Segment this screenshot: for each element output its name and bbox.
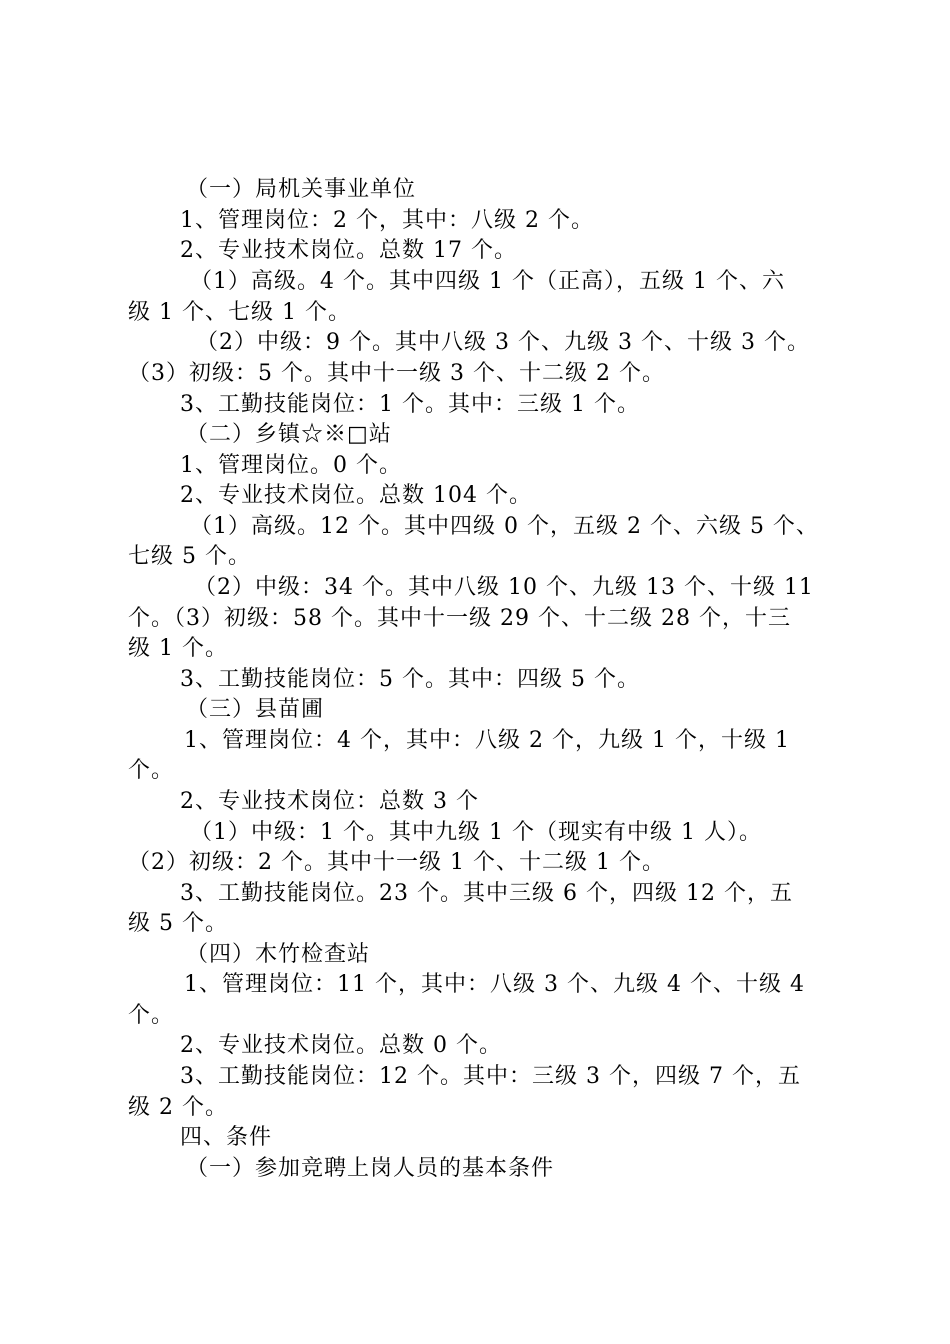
paragraph-line: 个。 bbox=[128, 1003, 175, 1028]
paragraph-line: 级 2 个。 bbox=[128, 1095, 228, 1120]
paragraph-line: 级 1 个。 bbox=[128, 636, 228, 661]
paragraph-line: 3、工勤技能岗位：1 个。其中：三级 1 个。 bbox=[180, 392, 640, 417]
paragraph-line: 1、管理岗位：11 个，其中：八级 3 个、九级 4 个、十级 4 bbox=[184, 972, 805, 997]
paragraph-line: （2）中级：34 个。其中八级 10 个、九级 13 个、十级 11 bbox=[194, 575, 814, 600]
paragraph-line: 2、专业技术岗位。总数 104 个。 bbox=[180, 483, 532, 508]
paragraph-line: 级 1 个、七级 1 个。 bbox=[128, 300, 351, 325]
section-heading-township: （二）乡镇☆※□站 bbox=[186, 422, 392, 447]
section-heading-inspection-station: （四）木竹检查站 bbox=[186, 942, 371, 967]
paragraph-line: 3、工勤技能岗位：12 个。其中：三级 3 个，四级 7 个，五 bbox=[180, 1064, 801, 1089]
paragraph-line: 1、管理岗位。0 个。 bbox=[180, 453, 402, 478]
paragraph-line: 七级 5 个。 bbox=[128, 544, 251, 569]
paragraph-line: （1）中级：1 个。其中九级 1 个（现实有中级 1 人）。 bbox=[190, 820, 762, 845]
paragraph-line: 2、专业技术岗位。总数 0 个。 bbox=[180, 1033, 502, 1058]
paragraph-line: 3、工勤技能岗位。23 个。其中三级 6 个，四级 12 个，五 bbox=[180, 881, 793, 906]
paragraph-line: （2）初级：2 个。其中十一级 1 个、十二级 1 个。 bbox=[128, 850, 665, 875]
subsection-heading-basic-conditions: （一）参加竞聘上岗人员的基本条件 bbox=[186, 1156, 555, 1181]
paragraph-line: （3）初级：5 个。其中十一级 3 个、十二级 2 个。 bbox=[128, 361, 665, 386]
paragraph-line: 个。 bbox=[128, 758, 175, 783]
paragraph-line: （2）中级：9 个。其中八级 3 个、九级 3 个、十级 3 个。 bbox=[196, 330, 810, 355]
paragraph-line: 2、专业技术岗位：总数 3 个 bbox=[180, 789, 479, 814]
paragraph-line: （1）高级。12 个。其中四级 0 个，五级 2 个、六级 5 个、 bbox=[190, 514, 819, 539]
paragraph-line: 级 5 个。 bbox=[128, 911, 228, 936]
paragraph-line: 1、管理岗位：4 个，其中：八级 2 个，九级 1 个，十级 1 bbox=[184, 728, 790, 753]
section-heading-conditions: 四、条件 bbox=[180, 1125, 273, 1150]
paragraph-line: 2、专业技术岗位。总数 17 个。 bbox=[180, 238, 517, 263]
section-heading-bureau: （一）局机关事业单位 bbox=[186, 177, 417, 202]
paragraph-line: （1）高级。4 个。其中四级 1 个（正高），五级 1 个、六 bbox=[190, 269, 785, 294]
paragraph-line: 3、工勤技能岗位：5 个。其中：四级 5 个。 bbox=[180, 667, 640, 692]
section-heading-nursery: （三）县苗圃 bbox=[186, 697, 325, 722]
paragraph-line: 个。（3）初级：58 个。其中十一级 29 个、十二级 28 个，十三 bbox=[128, 606, 791, 631]
paragraph-line: 1、管理岗位：2 个，其中：八级 2 个。 bbox=[180, 208, 594, 233]
